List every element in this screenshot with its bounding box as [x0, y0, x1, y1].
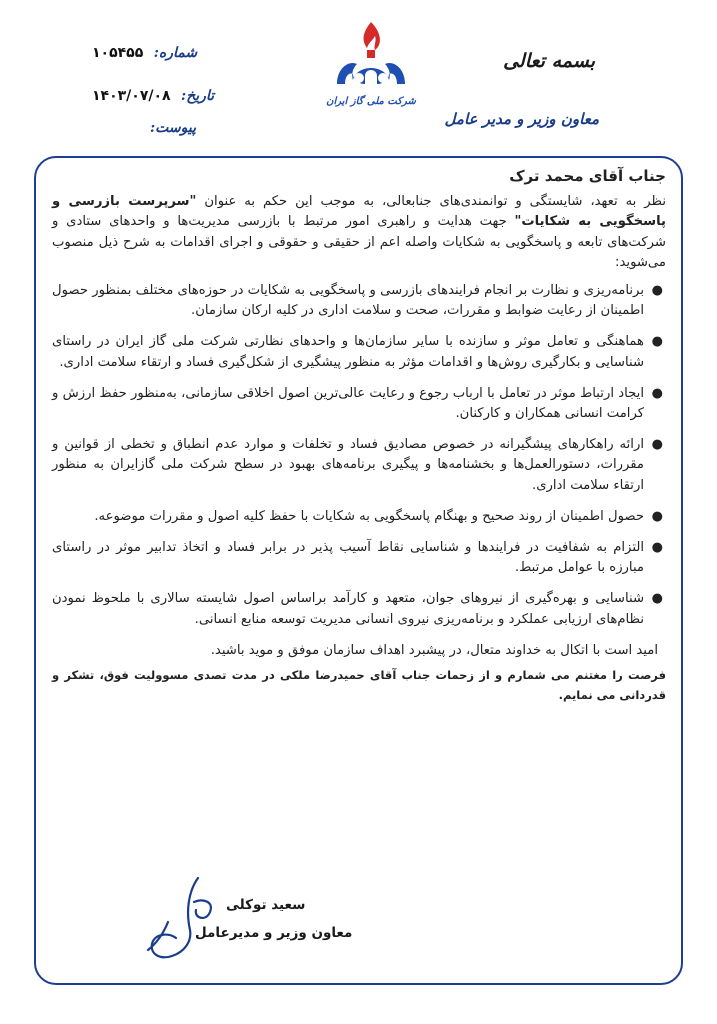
letter-body [52, 166, 666, 705]
signatory-name: سعید توکلی [226, 897, 306, 913]
bullet-icon: ● [651, 437, 663, 453]
list-item [52, 281, 666, 321]
item-text: ایجاد ارتباط موثر در تعامل با ارباب رجوع و رعایت عالی‌ترین اصول اخلاقی سازمانی، به‌منظور حفظ ارزش و کرامت انسانی همکاران و کارکنان. [52, 385, 644, 422]
intro-end: جهت هدایت و راهبری امور مرتبط با بازرسی مدیریت‌ها و واحدهای ستادی و شرکت‌های تابعه و پاسخگویی به شکایات واصله اعم از حقیقی و حقوقی و اجرای اقدامات به شرح ذیل منصوب می‌شوید: [52, 214, 666, 270]
header-subtitle: معاون وزیر و مدیر عامل [444, 110, 599, 128]
header-title: بسمه تعالی [503, 50, 595, 72]
item-text: التزام به شفافیت در فرایندها و شناسایی نقاط آسیب پذیر در برابر فساد و اتخاذ تدابیر موثر در راستای مبارزه با عوامل مرتبط. [52, 540, 644, 576]
closing-paragraph: امید است با اتکال به خداوند متعال، در پیشبرد اهداف سازمان موفق و موید باشید. [210, 642, 658, 658]
logo-text: شرکت ملی گاز ایران [326, 96, 416, 107]
list-item [52, 332, 666, 372]
duties-list [52, 281, 666, 630]
list-item [52, 384, 666, 424]
list-item [52, 507, 666, 527]
item-text: هماهنگی و تعامل موثر و سازنده با سایر سازمان‌ها و واحدهای نظارتی شرکت ملی گاز ایران در راستای شناسایی و بکارگیری روش‌ها و اقدامات مؤثر به منظور پیشگیری از شکل‌گیری فساد و ارتقاء سلامت اداری. [52, 334, 644, 370]
signature-icon [138, 872, 228, 967]
list-item [52, 538, 666, 578]
letter-attachment [150, 120, 196, 136]
item-text: حصول اطمینان از روند صحیح و بهنگام پاسخگویی به شکایات با حفظ کلیه اصول و مقررات موضوعه. [94, 508, 644, 524]
item-text: شناسایی و بهره‌گیری از نیروهای جوان، متعهد و کارآمد براساس اصول شایسته سالاری با ملحوظ نمودن نظام‌های ارزیابی عملکرد و برنامه‌ریزی نیروی انسانی مدیریت توسعه منابع انسانی. [52, 591, 644, 627]
attachment-label: پیوست: [150, 120, 196, 136]
bullet-icon: ● [651, 385, 663, 401]
bullet-icon: ● [651, 540, 663, 556]
recipient: جناب آقای محمد ترک [509, 167, 666, 185]
company-logo-icon [323, 18, 419, 118]
intro-paragraph [52, 192, 666, 273]
letter-number [92, 45, 197, 61]
bullet-icon: ● [651, 334, 663, 350]
signatory-title: معاون وزیر و مدیرعامل [195, 925, 353, 941]
thanks-paragraph: فرصت را مغتنم می شمارم و از زحمات جناب آقای حمیدرضا ملکی در مدت تصدی مسوولیت فوق، تشکر و قدردانی می نمایم. [52, 668, 666, 703]
bullet-icon: ● [651, 508, 663, 524]
item-text: ارائه راهکارهای پیشگیرانه در خصوص مصادیق فساد و تخلفات و موارد عدم انطباق و تخطی از قوانین و مقررات، دستورالعمل‌ها و بخشنامه‌ها و پیگیری برنامه‌های بهبود در سطح شرکت ملی گازایران به منظور ارتقاء سلامت اداری. [52, 437, 644, 493]
item-text: برنامه‌ریزی و نظارت بر انجام فرایندهای بازرسی و پاسخگویی به شکایات در حوزه‌های مختلف بمنظور حصول اطمینان از رعایت ضوابط و مقررات، صحت و سلامت اداری در کلیه ارکان سازمان. [52, 283, 644, 319]
date-label: تاریخ: [181, 88, 215, 104]
number-label: شماره: [153, 45, 198, 61]
bullet-icon: ● [651, 591, 663, 607]
date-value: ۱۴۰۳/۰۷/۰۸ [92, 88, 171, 104]
list-item [52, 589, 666, 629]
letter-date [92, 88, 214, 104]
number-value: ۱۰۵۴۵۵ [92, 45, 144, 61]
bullet-icon: ● [651, 283, 663, 299]
list-item [52, 435, 666, 496]
intro-role: "سرپرست بازرسی و پاسخگویی به شکایات" [52, 194, 667, 230]
intro-start: نظر به تعهد، شایستگی و توانمندی‌های جنابعالی، به موجب این حکم به عنوان [204, 194, 667, 210]
